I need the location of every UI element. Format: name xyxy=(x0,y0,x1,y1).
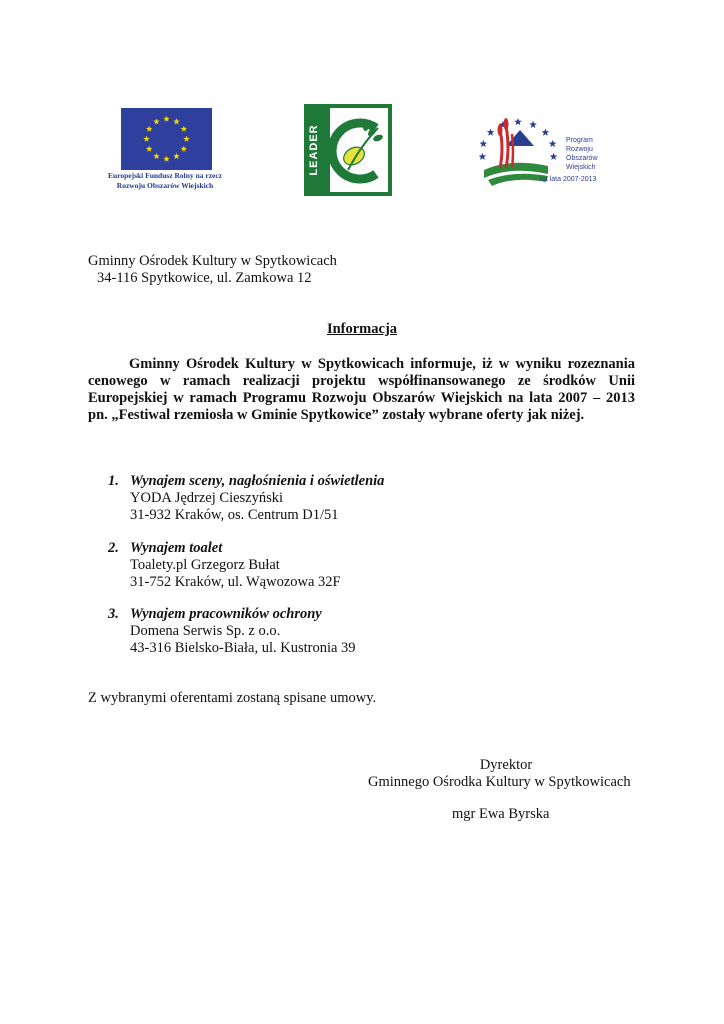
intro-paragraph xyxy=(88,356,635,424)
offer-address: 31-932 Kraków, os. Centrum D1/51 xyxy=(130,507,339,523)
offer-item xyxy=(108,473,608,524)
prow-star-icon xyxy=(542,129,550,136)
signatory-title: Dyrektor xyxy=(479,757,533,773)
offer-company: Toalety.pl Grzegorz Bułat xyxy=(130,557,280,573)
prow-line-rozwoju: Rozwoju xyxy=(566,146,593,153)
document-title: Informacja xyxy=(326,321,398,337)
offer-title xyxy=(108,473,608,490)
prow-star-icon xyxy=(514,118,522,125)
offer-title-text: Wynajem toalet xyxy=(130,540,223,556)
eu-logo xyxy=(90,108,240,200)
prow-star-icon xyxy=(487,129,495,136)
signature-block xyxy=(368,757,638,823)
prow-line-obszarow: Obszarów xyxy=(566,155,598,162)
prow-star-icon xyxy=(529,121,537,128)
eu-flag-icon xyxy=(121,108,212,170)
offer-item xyxy=(108,540,608,591)
offer-number: 2. xyxy=(108,540,119,556)
sender-address xyxy=(88,253,388,287)
sender-name: Gminny Ośrodek Kultury w Spytkowicach xyxy=(88,253,337,269)
offer-title-text: Wynajem sceny, nagłośnienia i oświetlenia xyxy=(130,473,385,489)
prow-line-wiejskich: Wiejskich xyxy=(566,164,596,171)
closing-sentence: Z wybranymi oferentami zostaną spisane umowy. xyxy=(88,690,377,706)
prow-line-program: Program xyxy=(566,137,593,144)
signatory-organization: Gminnego Ośrodka Kultury w Spytkowicach xyxy=(368,774,631,790)
leader-emblem-icon xyxy=(304,104,392,196)
offer-number: 1. xyxy=(108,473,119,489)
prow-star-icon xyxy=(480,140,488,147)
offer-title xyxy=(108,540,608,557)
eu-caption-line2: Rozwoju Obszarów Wiejskich xyxy=(116,181,214,190)
prow-emblem-icon xyxy=(470,108,610,192)
eu-fund-caption xyxy=(90,171,240,191)
offer-address: 43-316 Bielsko-Biała, ul. Kustronia 39 xyxy=(130,640,356,656)
prow-star-icon xyxy=(550,153,558,160)
prow-star-icon xyxy=(479,153,487,160)
intro-text: Gminny Ośrodek Kultury w Spytkowicach informuje, iż w wyniku rozeznania cenowego w ramach realizacji projektu współfinansowanego ze środków Unii Europejskiej w ramach Programu Rozwoju Obszarów Wiejskich na lata 2007 – 2013 pn. „Festiwal rzemiosła w Gminie Spytkowice” zostały wybrane oferty jak niżej. xyxy=(88,356,635,423)
offer-number: 3. xyxy=(108,606,119,622)
signatory-name: mgr Ewa Byrska xyxy=(452,806,550,822)
offer-title-text: Wynajem pracowników ochrony xyxy=(130,606,322,622)
offer-company: YODA Jędrzej Cieszyński xyxy=(130,490,284,506)
offer-company: Domena Serwis Sp. z o.o. xyxy=(130,623,281,639)
offer-address: 31-752 Kraków, ul. Wąwozowa 32F xyxy=(130,574,341,590)
leader-text: LEADER xyxy=(308,124,320,176)
offer-item xyxy=(108,606,608,657)
offer-title xyxy=(108,606,608,623)
prow-star-icon xyxy=(549,140,557,147)
eu-caption-line1: Europejski Fundusz Rolny na rzecz xyxy=(107,171,223,180)
leader-logo xyxy=(304,104,392,196)
prow-line-years: na lata 2007-2013 xyxy=(540,176,597,183)
prow-logo xyxy=(470,108,610,192)
sender-street: 34-116 Spytkowice, ul. Zamkowa 12 xyxy=(97,270,312,286)
